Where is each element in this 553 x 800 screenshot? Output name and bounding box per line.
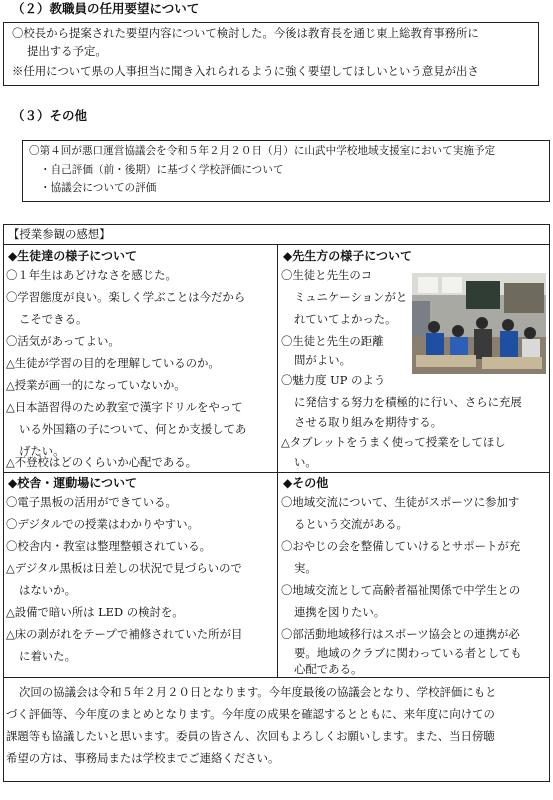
facilities-line: 〇校舎内・教室は整理整頓されている。 [6,539,212,553]
divider [277,244,278,677]
students-line: 〇１年生はあどけなさを感じた。 [6,268,177,282]
footer-line: 希望の方は、事務局または学校までご連絡ください。 [6,751,280,765]
footer-line: 課題等も協議したいと思います。委員の皆さん、次回もよろしくお願いします。また、当日傍聴 [6,729,495,743]
facilities-line: 〇デジタルでの授業はわかりやすい。 [6,517,199,531]
teachers-line: 〇生徒と先生の距離 [281,334,384,348]
students-line: こそできる。 [19,312,88,326]
others-line: 〇地域交流について、生徒がスポーツに参加す [281,495,520,509]
teachers-line: 〇魅力度 UP のよう [281,373,386,387]
teachers-line: い。 [294,455,317,469]
others-line: 心配である。 [294,662,363,676]
teachers-line: れていてよかった。 [294,312,397,326]
students-line: いる外国籍の子について、何とか支援してあ [19,422,247,436]
others-line: 〇地域交流として高齢者福祉関係で中学生との [281,583,521,597]
others-title: ◆その他 [283,476,329,490]
teachers-line: に発信する努力を積極的に行い、さらに充展 [294,395,522,409]
facilities-title: ◆校舎・運動場について [8,476,137,490]
facilities-line: はないか。 [19,583,76,597]
facilities-line: △床の剥がれをテープで補修されていた所が目 [6,627,243,641]
facilities-line: 〇電子黒板の活用ができている。 [6,495,177,509]
others-line: 実。 [294,561,317,575]
facilities-line: △設備で暗い所は LED の検討を。 [6,605,184,619]
section3-title: （３）その他 [12,108,88,123]
others-line: 連携を図りたい。 [294,605,386,619]
students-line: げたい。 [19,444,65,458]
section2-line: ※任用について県の人事担当に聞き入れられるように強く要望してほしいという意見が出さ [12,64,479,78]
students-line: △生徒が学習の目的を理解しているのか。 [6,356,220,370]
teachers-line: △タブレットをうまく使って授業をしてほし [281,435,506,449]
section3-line: ・協議会についての評価 [40,182,157,194]
section3-line: 〇第４回が悪口運営協議会を令和５年２月２０日（月）に山武中学校地域支援室において実施予定 [29,145,496,157]
divider [3,472,550,473]
others-line: 要。地域のクラブに関わっている者としても [294,646,522,660]
teachers-line: ミュニケーションがと [294,290,408,304]
teachers-line: させる取り組みを期待する。 [294,415,443,429]
classroom-photo [412,273,546,374]
others-line: るという交流がある。 [294,517,408,531]
section2-line: 提出する予定。 [27,44,107,58]
students-line: △授業が画一的になっていないか。 [6,378,186,392]
students-line: 〇学習態度が良い。楽しく学ぶことは今だから [6,290,246,304]
others-line: 〇部活動地域移行はスポーツ協会との連携が必 [281,627,520,641]
facilities-line: △デジタル黒板は日差しの状況で見づらいので [6,561,242,575]
students-line: △日本語習得のため教室で漢字ドリルをやって [6,400,243,414]
section2-line: 〇校長から提案された要望内容について検討した。今後は教育長を通じ東上総教育事務所に [12,26,479,40]
divider [3,677,550,678]
footer-line: 次回の協議会は令和５年２月２０日となります。今年度最後の協議会となり、学校評価にもと [19,685,497,699]
section2-title: （２）教職員の任用要望について [12,1,200,16]
teachers-line: 間がよい。 [294,353,351,367]
others-line: 〇おやじの会を整備していけるとサポートが充 [281,539,521,553]
facilities-line: に着いた。 [19,649,76,663]
teachers-title: ◆先生方の様子について [283,249,412,263]
students-line: 〇活気があってよい。 [6,334,120,348]
impressions-heading: 【授業参観の感想】 [8,227,111,241]
teachers-line: 〇生徒と先生のコ [281,268,373,282]
section3-line: ・自己評価（前・後期）に基づく学校評価について [40,164,284,176]
students-line: △不登校はどのくらいか心配である。 [6,455,198,469]
footer-line: づく評価等、今年度のまとめとなります。今年度の成果を確認するとともに、来年度に向けての [6,707,495,721]
students-title: ◆生徒達の様子について [8,249,137,263]
